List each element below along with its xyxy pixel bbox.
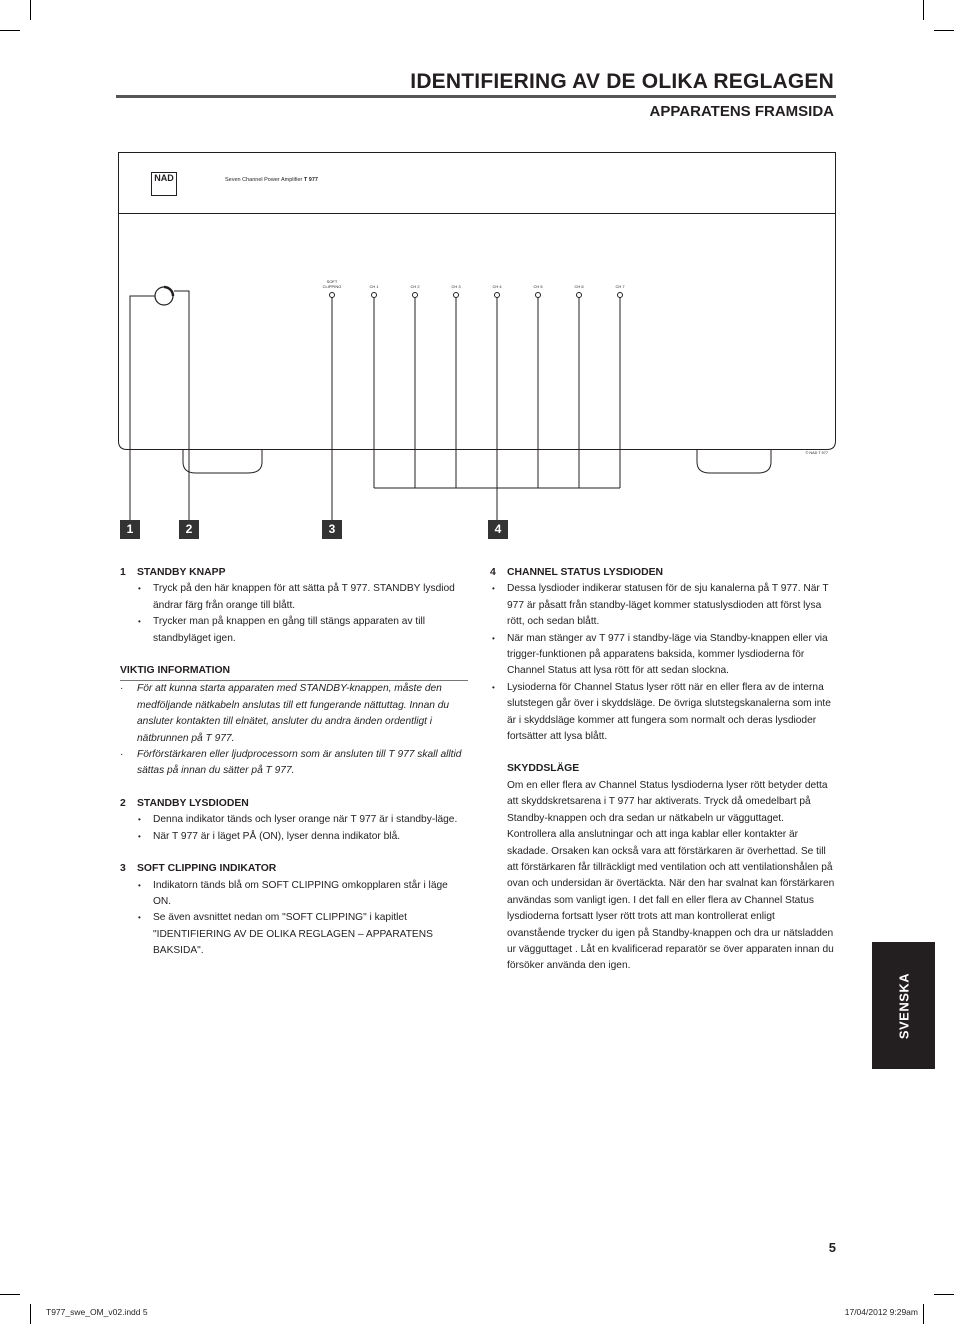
bullet-list	[490, 581, 835, 745]
footer-date: 17/04/2012 9:29am	[844, 1307, 918, 1317]
list-item: · För att kunna starta apparaten med STANDBY-knappen, måste den medföljande nätkabeln anslutas till ett fungerande nättuttag. Innan du ansluter kontakten till elnätet, ansluter du andra änden ordentligt i nätbrunnen på T 977.	[120, 681, 468, 747]
crop-mark	[934, 1294, 954, 1295]
model-label	[225, 177, 318, 183]
crop-mark	[923, 1304, 924, 1324]
channel-label: CH 5	[533, 284, 543, 289]
language-tab-label: SVENSKA	[896, 972, 911, 1039]
channel-label: CH 6	[574, 284, 584, 289]
section-number: 4	[490, 567, 496, 578]
language-tab	[872, 942, 935, 1069]
section-title: STANDBY KNAPP	[137, 567, 226, 578]
callout-4: 4	[488, 520, 508, 539]
soft-clipping-label: CLIPPING	[322, 284, 342, 289]
callout-3: 3	[322, 520, 342, 539]
channel-label: CH 1	[369, 284, 379, 289]
page-subtitle: APPARATENS FRAMSIDA	[649, 103, 834, 120]
callout-1: 1	[120, 520, 140, 539]
section-heading	[490, 565, 835, 581]
channel-label: CH 2	[410, 284, 420, 289]
crop-mark	[30, 1304, 31, 1324]
left-column	[120, 565, 468, 960]
panel-copyright: © NAD T 977	[805, 451, 828, 455]
section-title: SOFT CLIPPING INDIKATOR	[137, 863, 277, 875]
crop-mark	[0, 1294, 20, 1295]
soft-clipping-label: SOFT	[326, 279, 338, 284]
model-prefix: Seven Channel Power Amplifier	[225, 177, 304, 183]
section-number: 3	[120, 863, 126, 875]
list-item: • Tryck på den här knappen för att sätta på T 977. STANDBY lysdiod ändrar färg från orange till blått.	[120, 581, 468, 614]
right-column	[490, 565, 835, 975]
channel-label: CH 4	[492, 284, 502, 289]
front-panel-diagram	[0, 0, 954, 560]
list-item: · Förförstärkaren eller ljudprocessorn som är ansluten till T 977 skall alltid sättas på innan du sätter på T 977.	[120, 747, 468, 780]
section-title: CHANNEL STATUS LYSDIODEN	[507, 567, 664, 578]
paragraph: Om en eller flera av Channel Status lysdioderna lyser rött betyder detta att skyddskretsarena i T 977 har aktiverats. Tryck då omedelbart på Standby-knappen och dra sedan ur nätkabeln ur vägguttaget. Kontrollera alla anslutningar och att inga kablar eller kontakter är skadade. Orsaken kan också vara att förstärkaren är överhettad. Se till att förstärkaren får tillräckligt med ventilation och att ventilationshålen på ovan och undersidan är övertäckta. När den har svalnat kan förstärkaren användas som vanligt igen. I det fall en eller flera av Channel Status lysdioderna fortsatt lyser rött trots att man kontrollerat enligt ovanstående trycker du igen på Standby-knappen och dra ur nätsladden ur vägguttaget . Låt en kvalificerad reparatör se över apparaten innan du försöker använda den igen.	[507, 779, 835, 972]
bullet-list	[120, 581, 468, 647]
list-item: • Trycker man på knappen en gång till stängs apparaten av till standbyläget igen.	[120, 614, 468, 647]
channel-label: CH 7	[615, 284, 625, 289]
section-heading	[120, 796, 468, 812]
bullet-list	[120, 878, 468, 960]
bullet-list	[120, 681, 468, 779]
model-name: T 977	[303, 177, 318, 183]
page-title: IDENTIFIERING AV DE OLIKA REGLAGEN	[410, 70, 834, 93]
section-heading	[120, 861, 468, 877]
nad-logo: NAD	[154, 173, 174, 183]
channel-label: CH 3	[451, 284, 461, 289]
list-item: • Indikatorn tänds blå om SOFT CLIPPING omkopplaren står i läge ON.	[120, 878, 468, 911]
section-title: STANDBY LYSDIODEN	[137, 797, 249, 809]
footer-file-info: T977_swe_OM_v02.indd 5	[46, 1307, 148, 1317]
list-item: • När man stänger av T 977 i standby-läge via Standby-knappen eller via trigger-funktionen på apparatens baksida, kommer lysdioderna för Channel Status att lysa rött för att sedan slockna.	[490, 631, 835, 680]
section-number: 1	[120, 567, 126, 578]
list-item: • Se även avsnittet nedan om "SOFT CLIPPING" i kapitlet "IDENTIFIERING AV DE OLIKA REGLAGEN – APPARATENS BAKSIDA".	[120, 910, 468, 959]
callout-2: 2	[179, 520, 199, 539]
list-item: • Denna indikator tänds och lyser orange när T 977 är i standby-läge.	[120, 812, 468, 828]
bullet-list	[120, 812, 468, 845]
list-item: • Lysioderna för Channel Status lyser rött när en eller flera av de interna slutstegen går över i skyddsläge. De övriga slutstegskanalerna som inte är i skyddsläge kommer att fungera som normalt och deras lysdioder fortsätter att lysa blått.	[490, 680, 835, 746]
section-number: 2	[120, 797, 126, 809]
page-number: 5	[828, 1240, 836, 1255]
list-item: • När T 977 är i läget PÅ (ON), lyser denna indikator blå.	[120, 829, 468, 845]
section-heading: VIKTIG INFORMATION	[120, 663, 468, 681]
list-item: • Dessa lysdioder indikerar statusen för de sju kanalerna på T 977. När T 977 är påsatt från standby-läget kommer statuslysdioden att först lysa rött, och sedan blått.	[490, 581, 835, 630]
section-heading	[120, 565, 468, 581]
section-heading: SKYDDSLÄGE	[507, 763, 580, 775]
